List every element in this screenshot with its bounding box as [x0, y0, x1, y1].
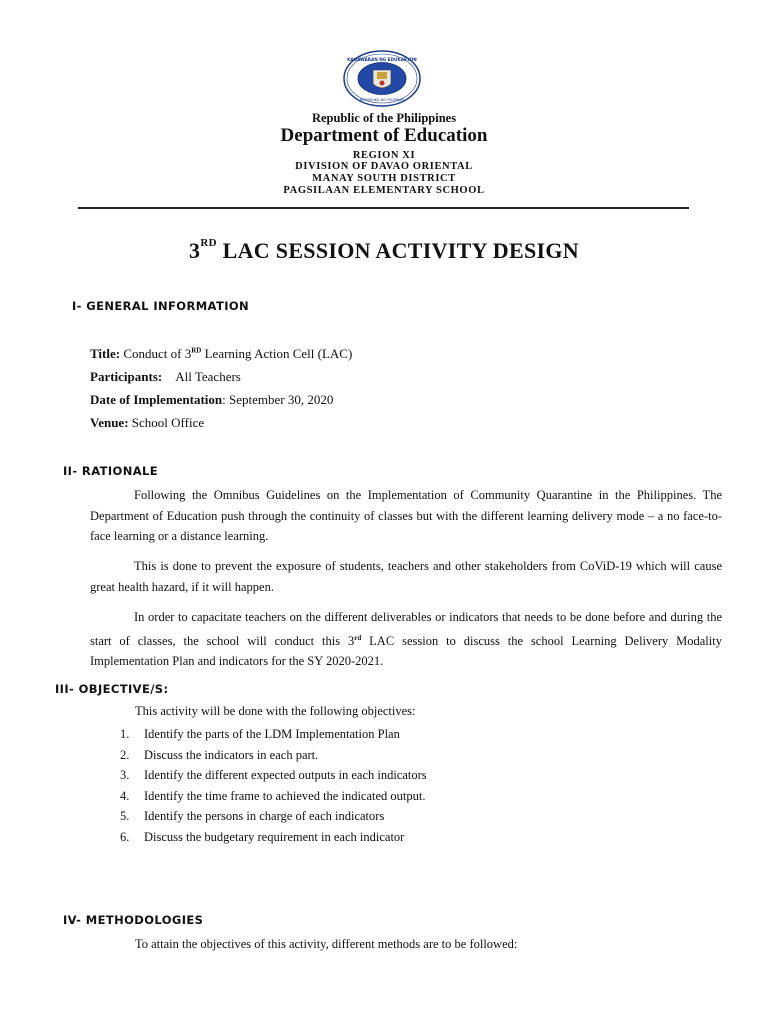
list-item: 5. Identify the persons in charge of each indicators	[120, 809, 385, 824]
list-item: 6. Discuss the budgetary requirement in each indicator	[120, 829, 405, 844]
division-line: DIVISION OF DAVAO ORIENTAL	[295, 161, 473, 172]
rationale-paragraph-2: This is done to prevent the exposure of students, teachers and other stakeholders from CoViD-19 which will cause great health hazard, if it will happen.	[90, 559, 722, 594]
header-divider	[78, 207, 689, 209]
svg-text:KAGAWARAN NG EDUKASYON: KAGAWARAN NG EDUKASYON	[347, 57, 417, 62]
field-title: Title: Conduct of 3RD Learning Action Cell (LAC)	[90, 346, 353, 361]
department-name: Department of Education	[280, 125, 488, 146]
list-item: 4. Identify the time frame to achieved the indicated output.	[120, 788, 426, 803]
region-line: REGION XI	[352, 150, 416, 161]
field-date: Date of Implementation: September 30, 2020	[90, 392, 334, 407]
svg-text:REPUBLIKA NG PILIPINAS: REPUBLIKA NG PILIPINAS	[359, 98, 405, 102]
objectives-list	[120, 727, 427, 851]
field-venue: Venue: School Office	[90, 415, 205, 430]
section-objectives: III- OBJECTIVE/S:	[55, 682, 169, 696]
section-methodologies: IV- METHODOLOGIES	[63, 913, 204, 927]
objectives-intro: This activity will be done with the following objectives:	[135, 704, 416, 718]
list-item: 3. Identify the different expected outputs in each indicators	[120, 768, 427, 783]
field-participants: Participants: All Teachers	[90, 369, 241, 384]
school-line: PAGSILAAN ELEMENTARY SCHOOL	[283, 185, 485, 196]
district-line: MANAY SOUTH DISTRICT	[312, 173, 456, 184]
section-general-information: I- GENERAL INFORMATION	[72, 299, 250, 313]
republic-line: Republic of the Philippines	[311, 111, 457, 125]
list-item: 2. Discuss the indicators in each part.	[120, 747, 319, 762]
methodologies-intro: To attain the objectives of this activity, different methods are to be followed:	[135, 937, 518, 951]
document-title: 3RD LAC SESSION ACTIVITY DESIGN	[189, 237, 579, 263]
rationale-paragraph-1: Following the Omnibus Guidelines on the Implementation of Community Quarantine in the Philippines. The Department of Education push through the continuity of classes but with the different learning delivery mode – a no face-to-face learning or a distance learning.	[90, 488, 722, 543]
list-item: 1. Identify the parts of the LDM Implementation Plan	[120, 727, 400, 741]
section-rationale: II- RATIONALE	[63, 464, 159, 478]
rationale-paragraph-3: In order to capacitate teachers on the different deliverables or indicators that needs to be done before and during the start of classes, the school will conduct this 3rd LAC session to discuss the school Learning Delivery Modality Implementation Plan and indicators for the SY 2020-2021.	[90, 610, 722, 669]
deped-seal-logo	[343, 50, 421, 107]
